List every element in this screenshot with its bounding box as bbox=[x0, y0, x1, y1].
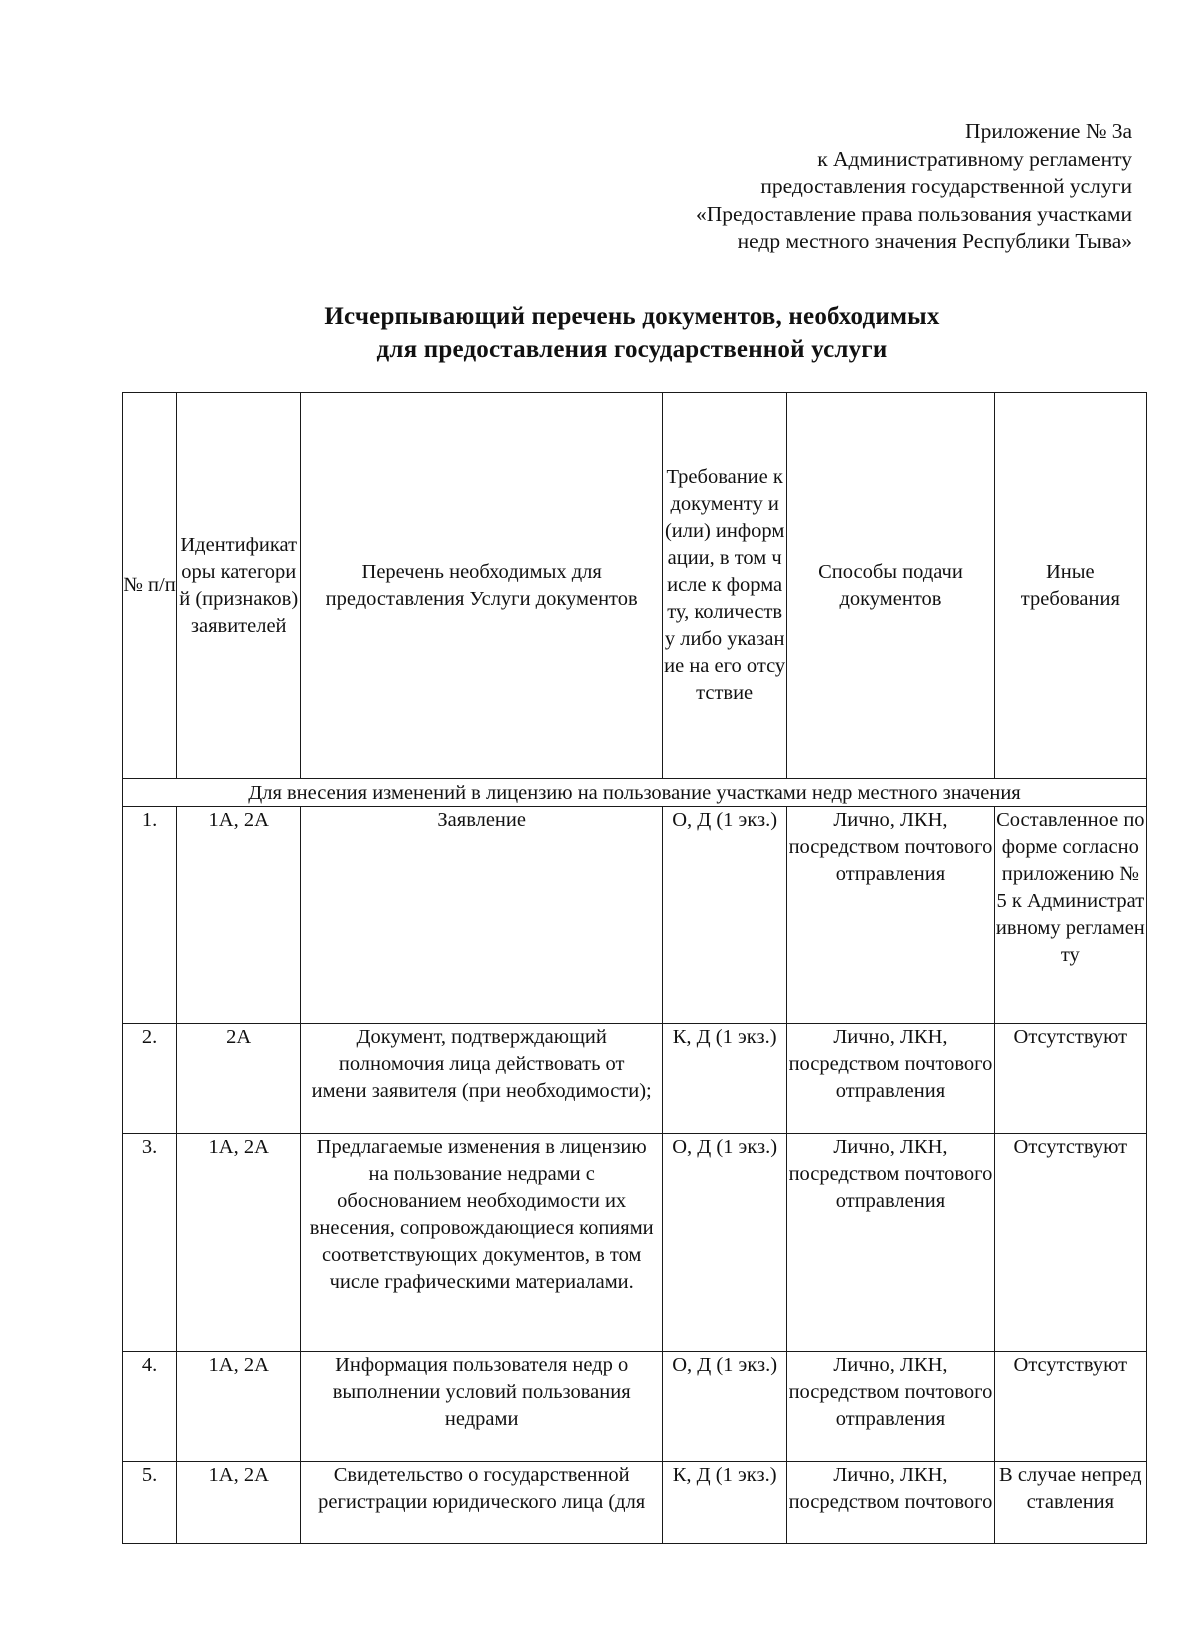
document-title-line-2: для предоставления государственной услуги bbox=[376, 336, 888, 363]
header-other-requirements: Иные требования bbox=[994, 393, 1146, 779]
row-num: 3. bbox=[123, 1134, 177, 1352]
row-other-requirements: Отсутствуют bbox=[994, 1352, 1146, 1462]
row-identifiers: 1А, 2А bbox=[177, 1134, 301, 1352]
appendix-line-3: предоставления государственной услуги bbox=[760, 174, 1132, 198]
row-submission-methods: Лично, ЛКН, посредством почтового отправления bbox=[787, 1134, 994, 1352]
row-requirements: К, Д (1 экз.) bbox=[663, 1024, 787, 1134]
table-row bbox=[123, 1024, 1147, 1134]
row-other-requirements: Отсутствуют bbox=[994, 1134, 1146, 1352]
row-submission-methods: Лично, ЛКН, посредством почтового отправления bbox=[787, 807, 994, 1024]
row-document: Документ, подтверждающий полномочия лица действовать от имени заявителя (при необходимости); bbox=[301, 1024, 663, 1134]
row-submission-methods: Лично, ЛКН, посредством почтового отправления bbox=[787, 1024, 994, 1134]
table-row bbox=[123, 807, 1147, 1024]
row-submission-methods: Лично, ЛКН, посредством почтового bbox=[787, 1462, 994, 1544]
row-submission-methods: Лично, ЛКН, посредством почтового отправления bbox=[787, 1352, 994, 1462]
appendix-header bbox=[696, 118, 1132, 256]
row-document: Информация пользователя недр о выполнении условий пользования недрами bbox=[301, 1352, 663, 1462]
header-requirements: Требование к документу и (или) информации, в том числе к формату, количеству либо указание на его отсутствие bbox=[663, 393, 787, 779]
section-heading: Для внесения изменений в лицензию на пользование участками недр местного значения bbox=[123, 779, 1147, 807]
appendix-line-5: недр местного значения Республики Тыва» bbox=[737, 229, 1132, 253]
table-row bbox=[123, 1134, 1147, 1352]
table-row bbox=[123, 1352, 1147, 1462]
row-document: Предлагаемые изменения в лицензию на пользование недрами с обоснованием необходимости их внесения, сопровождающиеся копиями соответствующих документов, в том числе графическими материалами. bbox=[301, 1134, 663, 1352]
table-row bbox=[123, 1462, 1147, 1544]
header-document-list: Перечень необходимых для предоставления Услуги документов bbox=[301, 393, 663, 779]
documents-table bbox=[122, 392, 1147, 1544]
row-identifiers: 1А, 2А bbox=[177, 1352, 301, 1462]
appendix-line-1: Приложение № 3а bbox=[965, 119, 1132, 143]
row-requirements: О, Д (1 экз.) bbox=[663, 807, 787, 1024]
row-identifiers: 2А bbox=[177, 1024, 301, 1134]
header-num: № п/п bbox=[123, 393, 177, 779]
row-document: Заявление bbox=[301, 807, 663, 1024]
header-submission-methods: Способы подачи документов bbox=[787, 393, 994, 779]
row-num: 1. bbox=[123, 807, 177, 1024]
document-title bbox=[0, 300, 1200, 366]
document-title-line-1: Исчерпывающий перечень документов, необходимых bbox=[324, 303, 940, 330]
header-identifiers: Идентификаторы категорий (признаков) заявителей bbox=[177, 393, 301, 779]
row-other-requirements: В случае непредставления bbox=[994, 1462, 1146, 1544]
row-document: Свидетельство о государственной регистрации юридического лица (для bbox=[301, 1462, 663, 1544]
row-requirements: К, Д (1 экз.) bbox=[663, 1462, 787, 1544]
section-row bbox=[123, 779, 1147, 807]
row-other-requirements: Отсутствуют bbox=[994, 1024, 1146, 1134]
row-num: 2. bbox=[123, 1024, 177, 1134]
table-header-row bbox=[123, 393, 1147, 779]
row-identifiers: 1А, 2А bbox=[177, 807, 301, 1024]
row-num: 5. bbox=[123, 1462, 177, 1544]
appendix-line-4: «Предоставление права пользования участками bbox=[695, 201, 1132, 226]
appendix-line-2: к Административному регламенту bbox=[817, 146, 1132, 171]
row-num: 4. bbox=[123, 1352, 177, 1462]
row-other-requirements: Составленное по форме согласно приложению № 5 к Административному регламенту bbox=[994, 807, 1146, 1024]
row-requirements: О, Д (1 экз.) bbox=[663, 1352, 787, 1462]
row-requirements: О, Д (1 экз.) bbox=[663, 1134, 787, 1352]
row-identifiers: 1А, 2А bbox=[177, 1462, 301, 1544]
